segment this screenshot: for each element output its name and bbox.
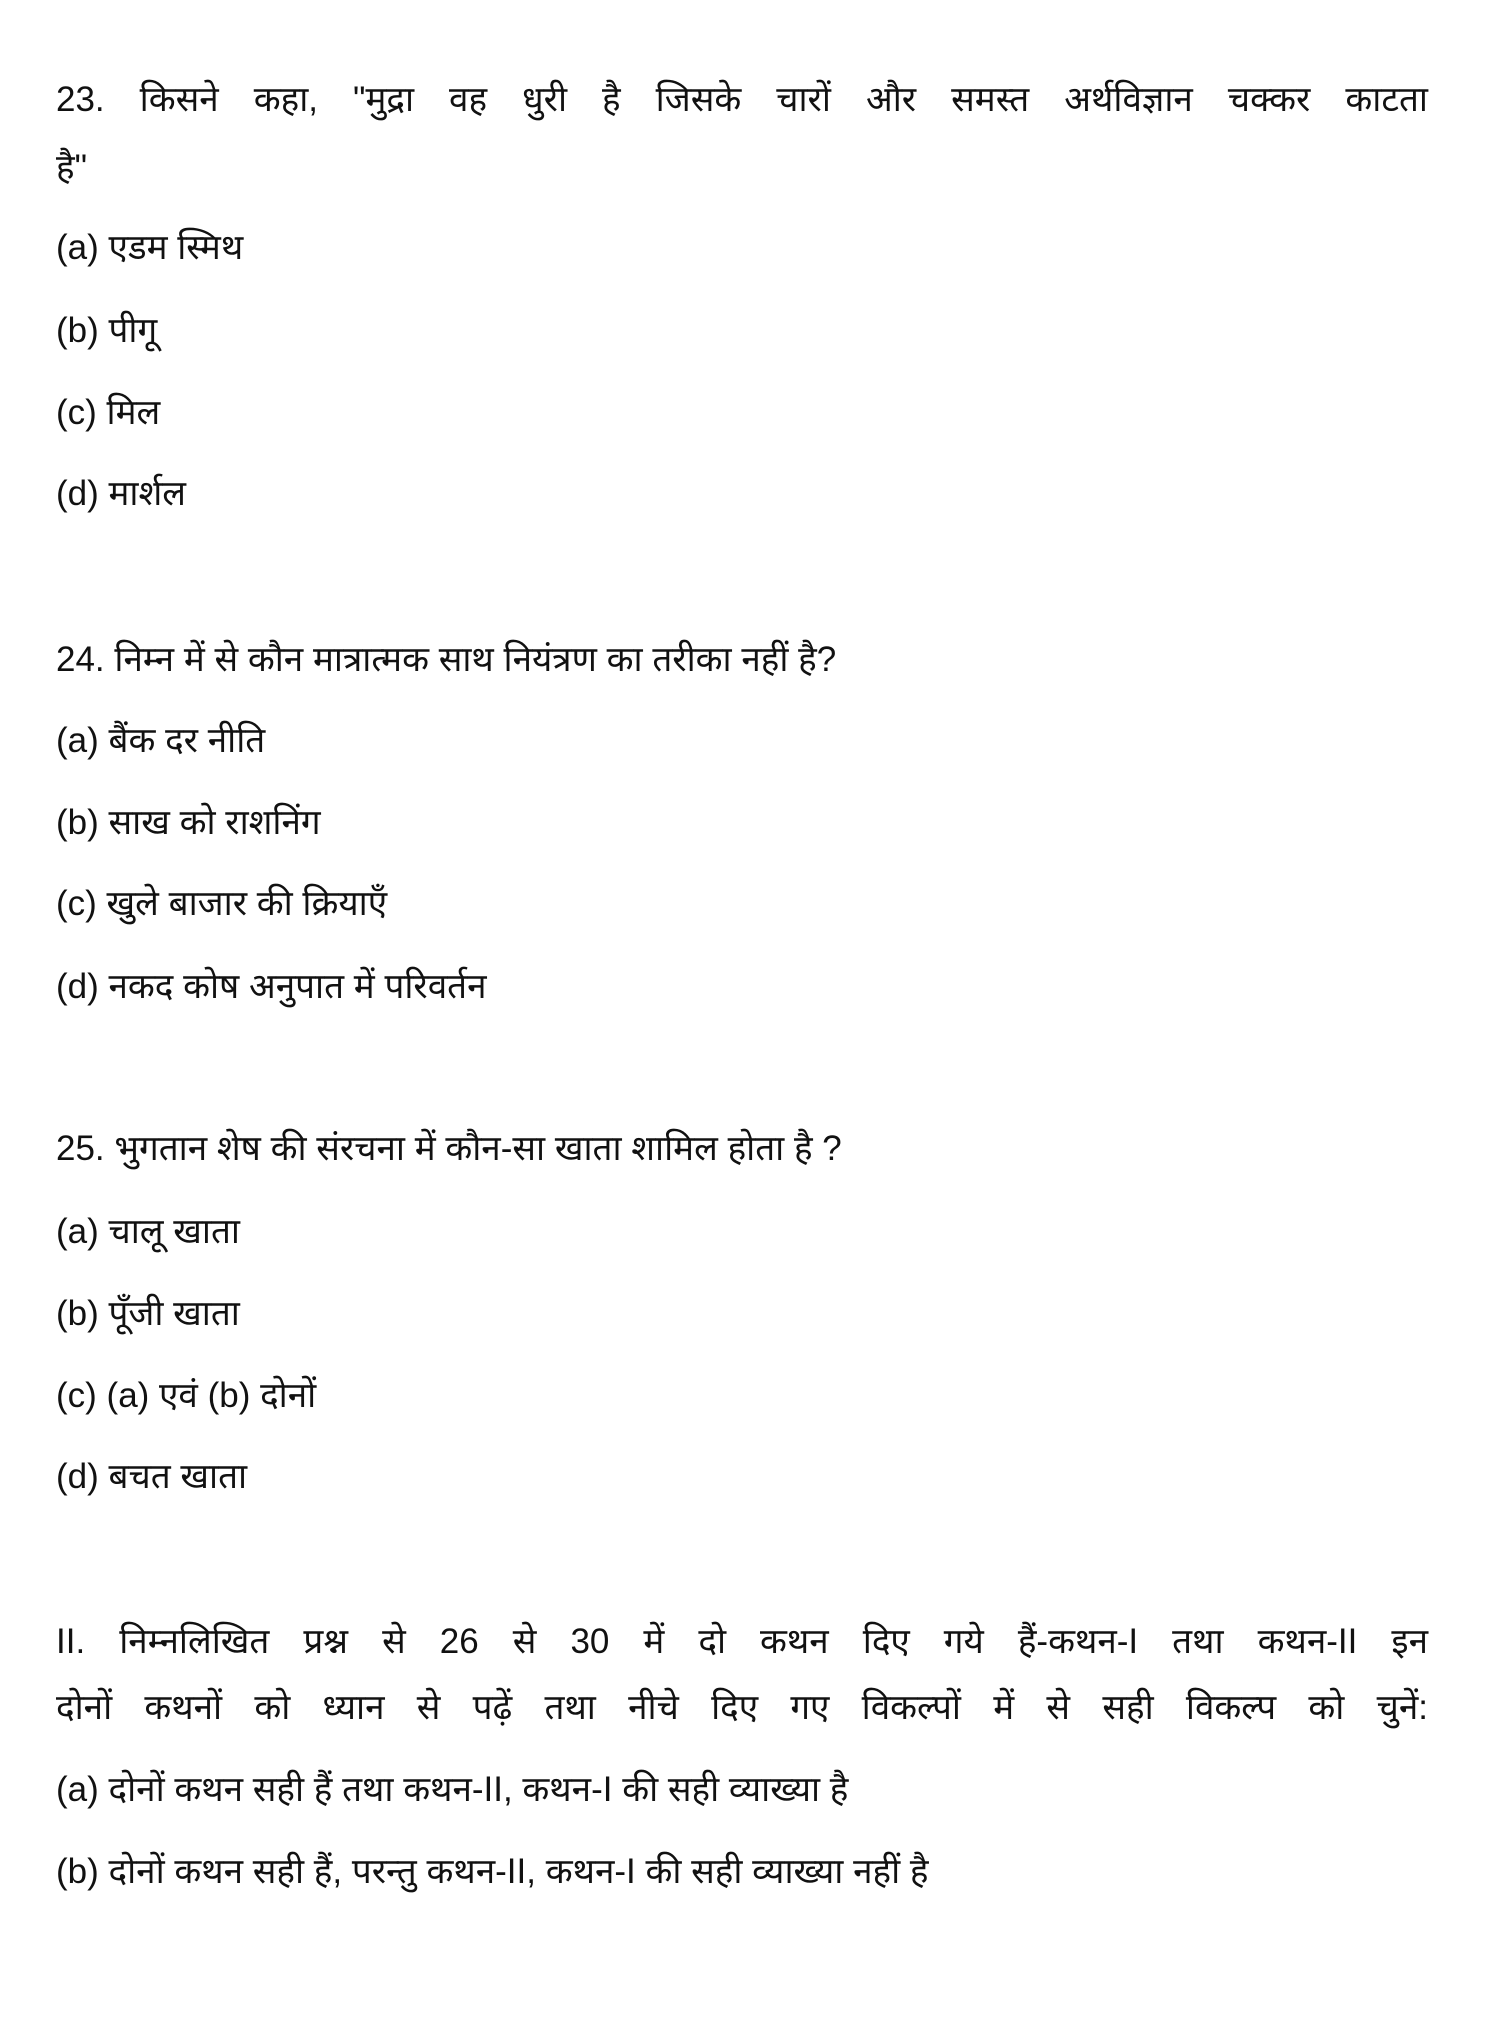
option-c: (c) (a) एवं (b) दोनों: [56, 1376, 317, 1415]
option-c: (c) मिल: [56, 393, 161, 432]
option-b: (b) पूँजी खाता: [56, 1294, 240, 1333]
instruction-line-1: II. निम्नलिखित प्रश्न से 26 से 30 में दो कथन दिए गये हैं-कथन-I तथा कथन-II इन: [56, 1622, 1428, 1661]
question-text: 25. भुगतान शेष की संरचना में कौन-सा खाता शामिल होता है ?: [56, 1129, 842, 1168]
option-d: (d) मार्शल: [56, 474, 187, 513]
option-d: (d) बचत खाता: [56, 1457, 248, 1496]
option-d: (d) नकद कोष अनुपात में परिवर्तन: [56, 967, 487, 1006]
option-b: (b) दोनों कथन सही हैं, परन्तु कथन-II, कथन-I की सही व्याख्या नहीं है: [56, 1852, 929, 1891]
question-text: 24. निम्न में से कौन मात्रात्मक साथ नियंत्रण का तरीका नहीं है?: [56, 640, 837, 679]
option-a: (a) एडम स्मिथ: [56, 228, 244, 267]
option-a: (a) दोनों कथन सही हैं तथा कथन-II, कथन-I की सही व्याख्या है: [56, 1770, 849, 1809]
question-text: 23. किसने कहा, "मुद्रा वह धुरी है जिसके चारों और समस्त अर्थविज्ञान चक्कर काटता: [56, 80, 1428, 119]
option-b: (b) पीगू: [56, 311, 158, 350]
option-a: (a) बैंक दर नीति: [56, 721, 266, 760]
question-text-cont: है": [56, 148, 88, 187]
instruction-line-2: दोनों कथनों को ध्यान से पढ़ें तथा नीचे दिए गए विकल्पों में से सही विकल्प को चुनें:: [56, 1688, 1428, 1727]
option-c: (c) खुले बाजार की क्रियाएँ: [56, 884, 388, 923]
option-b: (b) साख को राशनिंग: [56, 803, 321, 842]
option-a: (a) चालू खाता: [56, 1212, 240, 1251]
